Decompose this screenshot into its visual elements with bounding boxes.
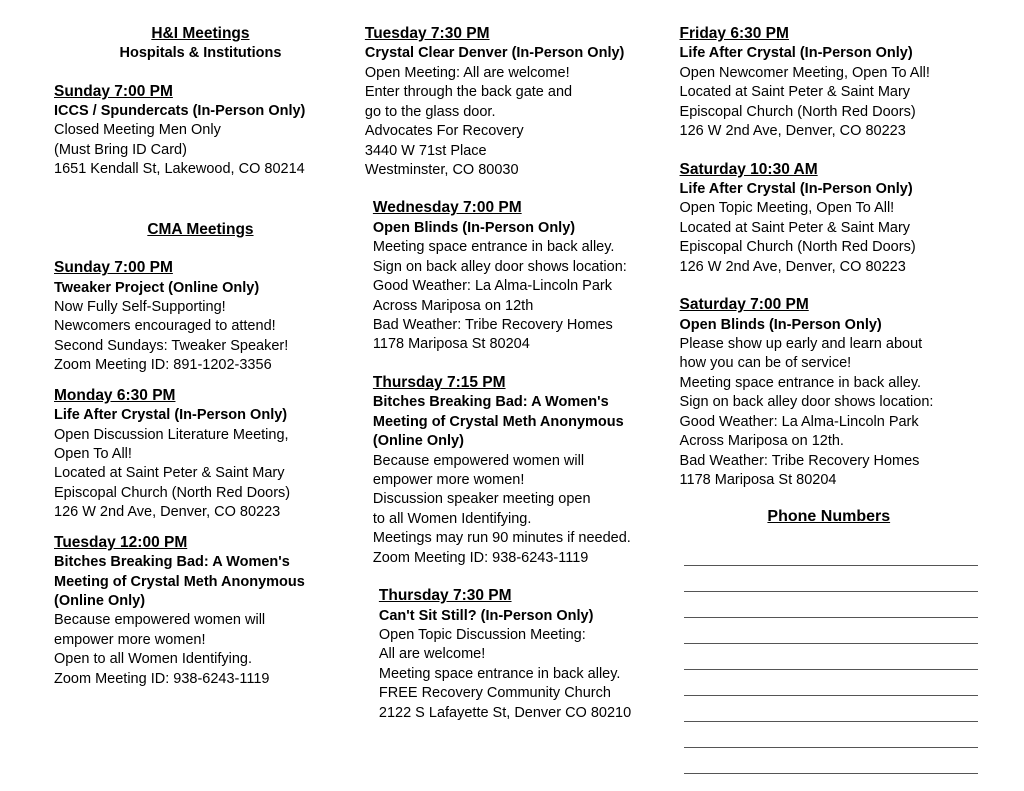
phone-write-line[interactable] (684, 644, 978, 670)
meeting-detail: Closed Meeting Men Only (54, 122, 221, 139)
meeting-detail: 2122 S Lafayette St, Denver CO 80210 (378, 704, 632, 721)
meeting-detail: Bad Weather: Tribe Recovery Homes (679, 452, 920, 469)
meeting-day-time: Saturday 10:30 AM (679, 160, 818, 178)
cma-meetings-title: CMA Meetings (147, 220, 254, 238)
cma-meetings-header (54, 220, 347, 240)
phone-numbers-lines (680, 540, 996, 774)
meeting-detail: Discussion speaker meeting open (372, 491, 591, 508)
meeting-detail: Zoom Meeting ID: 938-6243-1119 (372, 549, 589, 566)
meeting-detail: how you can be of service! (679, 355, 852, 372)
hi-meetings-subtitle: Hospitals & Institutions (119, 45, 282, 62)
meeting-detail: Located at Saint Peter & Saint Mary (54, 465, 285, 482)
spacer (365, 568, 672, 586)
meeting-detail: Zoom Meeting ID: 891-1202-3356 (54, 357, 272, 374)
meeting-name: Open Blinds (In-Person Only) (679, 316, 882, 333)
meeting-detail: Open Topic Meeting, Open To All! (679, 200, 895, 217)
meeting-detail: Episcopal Church (North Red Doors) (679, 103, 916, 120)
meeting-name: ICCS / Spundercats (In-Person Only) (54, 103, 306, 120)
meeting-hi-sunday (54, 82, 347, 180)
meeting-detail: Across Mariposa on 12th. (679, 433, 844, 450)
spacer (365, 355, 672, 373)
meeting-detail: Located at Saint Peter & Saint Mary (679, 84, 911, 101)
meeting-detail: 126 W 2nd Ave, Denver, CO 80223 (54, 504, 281, 521)
column-left (20, 24, 355, 689)
meeting-detail: Episcopal Church (North Red Doors) (679, 239, 916, 256)
meeting-detail: 1178 Mariposa St 80204 (679, 471, 837, 488)
meeting-detail: Open Topic Discussion Meeting: (378, 626, 586, 643)
meeting-day-time: Friday 6:30 PM (679, 25, 789, 42)
meeting-detail: Because empowered women will (54, 612, 266, 629)
spacer (680, 490, 996, 508)
meeting-cma-sunday (54, 258, 347, 376)
phone-write-line[interactable] (684, 540, 978, 566)
meeting-name: Meeting of Crystal Meth Anonymous (372, 413, 624, 430)
meeting-detail: Westminster, CO 80030 (364, 161, 519, 178)
meeting-detail: Meeting space entrance in back alley. (679, 374, 922, 391)
meeting-cma-friday (680, 24, 996, 142)
meeting-detail: empower more women! (372, 471, 525, 488)
phone-write-line[interactable] (684, 592, 978, 618)
meeting-detail: Now Fully Self-Supporting! (54, 299, 226, 316)
meeting-day-time: Monday 6:30 PM (54, 386, 176, 404)
meeting-detail: (Must Bring ID Card) (54, 141, 187, 158)
meeting-detail: Open Discussion Literature Meeting, (54, 426, 289, 443)
meeting-cma-tuesday-evening (365, 24, 672, 180)
meeting-name: (Online Only) (54, 593, 146, 610)
meeting-detail: Sign on back alley door shows location: (372, 258, 627, 275)
meeting-detail: Episcopal Church (North Red Doors) (54, 484, 291, 501)
meeting-name: Crystal Clear Denver (In-Person Only) (364, 45, 625, 62)
phone-write-line[interactable] (684, 696, 978, 722)
meeting-detail: 1651 Kendall St, Lakewood, CO 80214 (54, 161, 305, 178)
meeting-cma-thursday-715 (365, 373, 672, 568)
meeting-name: Bitches Breaking Bad: A Women's (54, 554, 290, 571)
hi-meetings-title: H&I Meetings (151, 25, 250, 42)
spacer (54, 523, 347, 533)
spacer (54, 64, 347, 82)
meeting-detail: Newcomers encouraged to attend! (54, 318, 276, 335)
meeting-detail: Please show up early and learn about (679, 336, 923, 352)
meeting-name: Life After Crystal (In-Person Only) (679, 45, 913, 62)
phone-write-line[interactable] (684, 618, 978, 644)
meeting-detail: Second Sundays: Tweaker Speaker! (54, 337, 289, 354)
meeting-name: (Online Only) (372, 433, 464, 450)
meeting-name: Tweaker Project (Online Only) (54, 279, 260, 296)
meeting-day-time: Sunday 7:00 PM (54, 259, 173, 277)
meeting-cma-wednesday (365, 198, 672, 354)
spacer (680, 277, 996, 295)
meeting-name: Life After Crystal (In-Person Only) (679, 181, 913, 198)
three-column-layout (20, 24, 1004, 774)
phone-write-line[interactable] (684, 670, 978, 696)
meeting-cma-monday (54, 386, 347, 523)
meeting-detail: Open to all Women Identifying. (54, 651, 253, 668)
meeting-detail: 126 W 2nd Ave, Denver, CO 80223 (679, 258, 906, 275)
meeting-detail: Across Mariposa on 12th (372, 297, 534, 314)
meeting-detail: go to the glass door. (364, 103, 496, 120)
meeting-detail: 1178 Mariposa St 80204 (372, 336, 530, 353)
meeting-detail: to all Women Identifying. (372, 510, 532, 527)
meeting-day-time: Sunday 7:00 PM (54, 82, 173, 100)
meeting-name: Can't Sit Still? (In-Person Only) (378, 607, 594, 624)
meeting-day-time: Tuesday 7:30 PM (364, 25, 490, 42)
meeting-day-time: Saturday 7:00 PM (679, 296, 809, 314)
phone-numbers-section (680, 508, 996, 774)
meeting-detail: Open Meeting: All are welcome! (364, 64, 570, 81)
meeting-detail: Bad Weather: Tribe Recovery Homes (372, 316, 613, 333)
meeting-cma-tuesday-noon (54, 533, 347, 689)
spacer (680, 142, 996, 160)
hi-meetings-header (54, 24, 347, 64)
meeting-detail: Advocates For Recovery (364, 123, 524, 140)
meeting-day-time: Thursday 7:30 PM (378, 587, 512, 605)
phone-write-line[interactable] (684, 722, 978, 748)
meeting-detail: Because empowered women will (372, 452, 585, 469)
meeting-detail: Good Weather: La Alma-Lincoln Park (372, 278, 612, 295)
phone-write-line[interactable] (684, 566, 978, 592)
meeting-detail: empower more women! (54, 631, 206, 648)
meeting-detail: Open Newcomer Meeting, Open To All! (679, 64, 930, 81)
meeting-cma-saturday-morning (680, 160, 996, 278)
meeting-detail: Located at Saint Peter & Saint Mary (679, 219, 911, 236)
phone-numbers-title: Phone Numbers (767, 508, 891, 526)
meeting-name: Open Blinds (In-Person Only) (372, 219, 576, 236)
meeting-detail: Meeting space entrance in back alley. (378, 665, 621, 682)
meeting-name: Meeting of Crystal Meth Anonymous (54, 573, 305, 590)
column-right (680, 24, 1004, 774)
meeting-detail: FREE Recovery Community Church (378, 685, 611, 702)
meeting-day-time: Tuesday 12:00 PM (54, 533, 188, 551)
spacer (54, 376, 347, 386)
meeting-day-time: Wednesday 7:00 PM (372, 199, 522, 217)
meeting-detail: Good Weather: La Alma-Lincoln Park (679, 413, 919, 430)
meeting-cma-thursday-730 (365, 586, 672, 723)
phone-write-line[interactable] (684, 748, 978, 774)
meeting-detail: Zoom Meeting ID: 938-6243-1119 (54, 670, 270, 687)
meeting-detail: Open To All! (54, 446, 132, 463)
meeting-detail: All are welcome! (378, 646, 486, 663)
meeting-cma-saturday-evening (680, 295, 996, 490)
meeting-detail: Meetings may run 90 minutes if needed. (372, 530, 631, 547)
meeting-detail: Enter through the back gate and (364, 84, 573, 101)
meeting-detail: Sign on back alley door shows location: (679, 394, 934, 411)
meeting-detail: 3440 W 71st Place (364, 142, 487, 159)
spacer (54, 240, 347, 258)
meeting-name: Bitches Breaking Bad: A Women's (372, 394, 609, 411)
spacer (54, 180, 347, 220)
meeting-name: Life After Crystal (In-Person Only) (54, 407, 288, 424)
spacer (365, 180, 672, 198)
meeting-detail: 126 W 2nd Ave, Denver, CO 80223 (679, 123, 906, 140)
column-middle (355, 24, 680, 723)
meeting-day-time: Thursday 7:15 PM (372, 373, 506, 391)
meeting-detail: Meeting space entrance in back alley. (372, 239, 615, 256)
